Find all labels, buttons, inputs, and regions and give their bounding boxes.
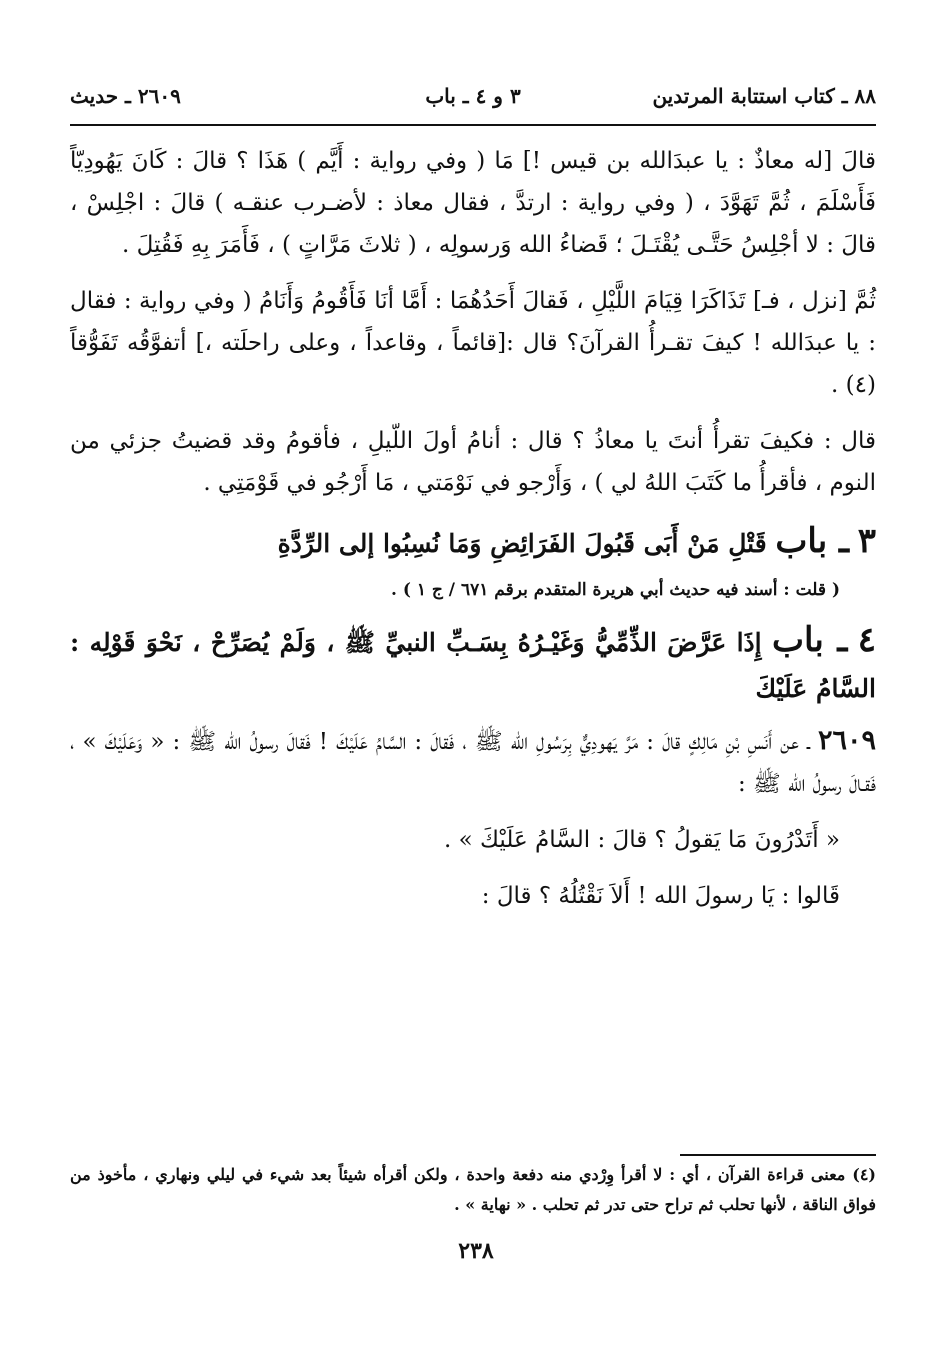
paragraph: قال : فكيفَ تقرأُ أنتَ يا معاذُ ؟ قال : أنامُ أولَ اللّيلِ ، فأقومُ وقد قضيتُ جزئي من النوم ، فأقرأُ ما كَتَبَ اللهُ لي ) ، وَأَرْجو في نَوْمَتي ، مَا أَرْجُو في قَوْمَتِي . bbox=[70, 428, 876, 496]
header-book-title: ٨٨ ـ كتاب استتابة المرتدين bbox=[652, 84, 876, 108]
paragraph: قالَ [له معاذٌ : يا عبدَالله بن قيس !] مَا ( وفي رواية : أَيَّم ) هَذَا ؟ قالَ : كَانَ يَهُودِيّاً فَأَسْلَمَ ، ثُمَّ تَهَوَّدَ ، ( وفي رواية : ارتدَّ ، فقال معاذ : لأضـرب عنقـه ) قالَ : اجْلِسْ ، قالَ : لا أجْلِسُ حَتَّـى يُقْتَـلَ ؛ قَضاءُ الله وَرسولِه ، ( ثلاثَ مَرَّاتٍ ) ، فَأَمَرَ بِهِ فَقُتِلَ . bbox=[70, 148, 876, 258]
footnote-divider bbox=[680, 1154, 876, 1156]
hadith-text bbox=[70, 720, 876, 805]
header-divider bbox=[70, 124, 876, 126]
hadith-number: ٢٦٠٩ bbox=[817, 725, 876, 756]
hadith-line: قَالوا : يَا رسولَ الله ! أَلاَ نَقْتُلُهُ ؟ قالَ : bbox=[481, 883, 840, 909]
paragraph: ثُمَّ [نزل ، فـ] تَذَاكَرَا قِيَامَ اللَّيْلِ ، فَقالَ أَحَدُهُمَا : أَمَّا أنَا فَأَقُومُ وَأَنَامُ ( وفي رواية : فقال : يا عبدَالله ! كيفَ تقـرأُ القرآنَ؟ قال :[قائماً ، وقاعداً ، وعلى راحلَته ،] أتفوَّقُه تَفَوُّقاً (٤) . bbox=[70, 288, 876, 398]
editor-note: ( قلت : أسند فيه حديث أبي هريرة المتقدم برقم ٦٧١ / ج ١ ) . bbox=[391, 580, 840, 600]
chapter-title: إِذَا عَرَّضَ الذِّمِّيُّ وَغَيْـرُهُ بِسَـبِّ النبيِّ ﷺ ، وَلَمْ يُصَرِّحْ ، نَحْوَ قَوْلِه : السَّامُ عَلَيْكَ bbox=[70, 628, 876, 703]
chapter-word: ـ باب bbox=[772, 620, 848, 660]
chapter-heading-3 bbox=[70, 518, 876, 567]
header-hadith-number: ٢٦٠٩ ـ حديث bbox=[70, 84, 181, 108]
running-header bbox=[70, 84, 876, 120]
chapter-word: ـ باب bbox=[775, 521, 850, 561]
chapter-number: ٤ bbox=[857, 620, 876, 660]
header-chapter: ٣ و ٤ ـ باب bbox=[425, 84, 521, 108]
chapter-title: قَتْلِ مَنْ أَبَى قَبُولَ الفَرَائِضِ وَمَا نُسِبُوا إلى الرِّدَّةِ bbox=[277, 529, 767, 558]
main-text bbox=[70, 140, 876, 931]
chapter-number: ٣ bbox=[857, 521, 876, 561]
chapter-heading-4 bbox=[70, 617, 876, 712]
footnote: (٤) معنى قراءة القرآن ، أي : لا أقرأ وِرْدي منه دفعة واحدة ، ولكن أقرأه شيئاً بعد شيء في ليلي ونهاري ، مأخوذ من فواق الناقة ، لأنها تحلب ثم تراح حتى تدر ثم تحلب . « نهاية » . bbox=[70, 1165, 876, 1214]
hadith-body: ـ عن أَنَسِ بْنِ مَالِكٍ قالَ : مَرَّ يَهودِيٌّ بِرَسُولِ الله ﷺ ، فَقالَ : السَّامُ عَلَيْكَ ! فَقالَ رسولُ الله ﷺ : « وَعَلَيْكَ » ، فَقـالَ رسولُ الله ﷺ : bbox=[70, 729, 876, 797]
hadith-line: « أَتَدْرُونَ مَا يَقولُ ؟ قالَ : السَّامُ عَلَيْكَ » . bbox=[444, 827, 840, 853]
page-number: ٢٣٨ bbox=[458, 1238, 494, 1264]
